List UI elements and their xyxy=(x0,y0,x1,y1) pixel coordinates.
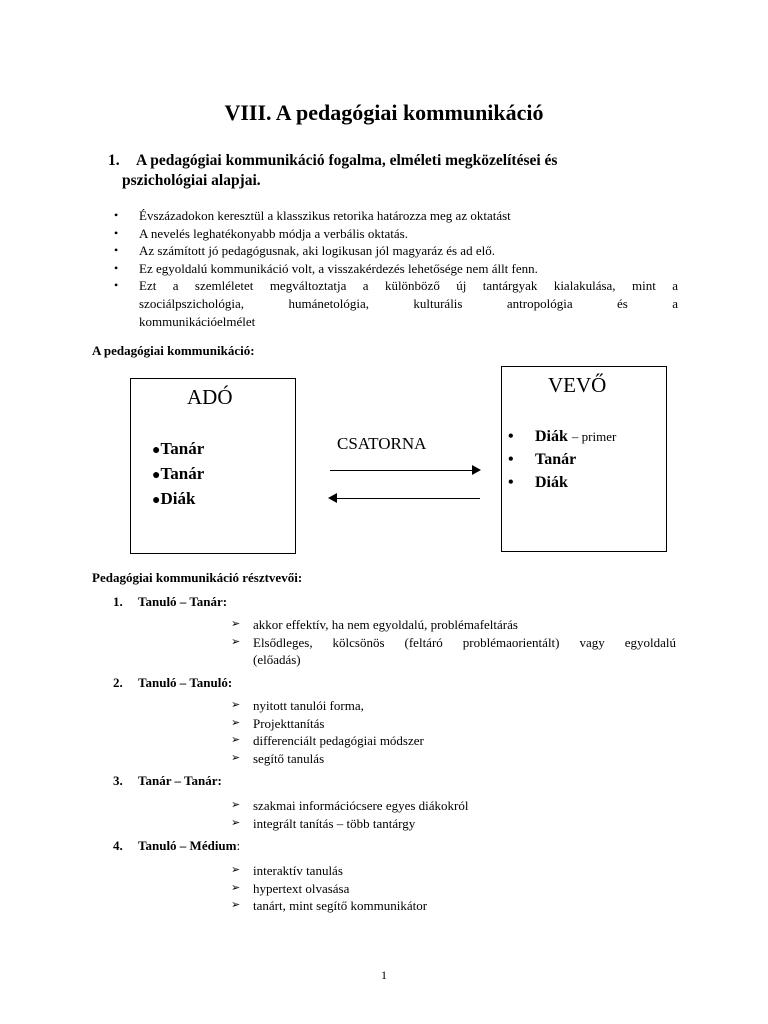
list-item: • Ez egyoldalú kommunikáció volt, a visszakérdezés lehetősége nem állt fenn. xyxy=(114,260,538,276)
list-item: • A nevelés leghatékonyabb módja a verbális oktatás. xyxy=(114,225,408,241)
arrowhead-bullet-icon: ➢ xyxy=(231,899,241,911)
list-item: ●Tanár xyxy=(152,439,205,458)
list-item: ➢ Projekttanítás xyxy=(231,715,325,731)
channel-label: CSATORNA xyxy=(337,434,427,453)
list-item: ➢ segítő tanulás xyxy=(231,750,325,766)
section-number: 1. xyxy=(108,152,120,169)
receiver-box xyxy=(501,366,667,552)
list-item xyxy=(112,277,678,330)
list-item-continuation: (előadás) xyxy=(253,652,301,667)
group-2-list xyxy=(231,697,676,767)
arrowhead-bullet-icon: ➢ xyxy=(231,635,241,648)
bullet-icon: • xyxy=(508,451,514,468)
group-3-list xyxy=(231,797,676,832)
group-4-list xyxy=(231,862,676,915)
list-item: • Évszázadokon keresztül a klasszikus retorika határozza meg az oktatást xyxy=(114,208,511,223)
bullet5-line1: Ezt a szemléletet megváltoztatja a különböző új tantárgyak kialakulása, mint a xyxy=(139,278,678,294)
sender-title: ADÓ xyxy=(187,385,233,409)
arrowhead-bullet-icon: ➢ xyxy=(231,618,241,630)
arrowhead-bullet-icon: ➢ xyxy=(231,816,241,829)
list-item: ●Tanár xyxy=(152,464,205,483)
diagram-label: A pedagógiai kommunikáció: xyxy=(92,343,255,358)
arrowhead-bullet-icon: ➢ xyxy=(231,716,241,729)
sender-box xyxy=(130,378,296,554)
section-heading xyxy=(108,151,676,189)
list-item: ➢ akkor effektív, ha nem egyoldalú, problémafeltárás xyxy=(231,617,518,632)
arrowhead-bullet-icon: ➢ xyxy=(231,881,241,894)
arrowhead-bullet-icon: ➢ xyxy=(231,799,241,811)
bullet-icon: • xyxy=(114,278,119,293)
page-number: 1 xyxy=(381,968,387,982)
list-item: ➢ tanárt, mint segítő kommunikátor xyxy=(231,898,428,913)
bullet-icon: • xyxy=(508,428,514,445)
bullet5-line2: szociálpszichológia, humánetológia, kulturális antropológia és a xyxy=(139,295,678,311)
list-item: • Az számított jó pedagógusnak, aki logikusan jól magyaráz és ad elő. xyxy=(114,243,495,259)
bullet-icon: • xyxy=(114,260,119,275)
list-item: ➢ nyitott tanulói forma, xyxy=(231,698,364,713)
bullet-icon: • xyxy=(114,225,119,240)
group-heading-4: 4. Tanuló – Médium: xyxy=(113,838,241,853)
section-heading-line1: A pedagógiai kommunikáció fogalma, elméleti megközelítései és xyxy=(136,152,558,169)
sender-item-list xyxy=(152,437,204,512)
list-item: • Diák xyxy=(508,471,616,494)
arrowhead-bullet-icon: ➢ xyxy=(231,751,241,764)
group-heading-3: 3. Tanár – Tanár: xyxy=(113,773,222,788)
list-item: ➢ interaktív tanulás xyxy=(231,863,343,878)
receiver-item-list xyxy=(508,425,616,494)
list-item: ➢ differenciált pedagógiai módszer xyxy=(231,733,424,748)
list-item: ●Diák xyxy=(152,489,196,508)
list-item: • Tanár xyxy=(508,448,616,471)
arrowhead-bullet-icon: ➢ xyxy=(231,699,241,711)
bullet-icon: • xyxy=(508,474,514,491)
page-title: VIII. A pedagógiai kommunikáció xyxy=(224,100,544,125)
list-item: ➢ szakmai információcsere egyes diákokról xyxy=(231,798,469,813)
arrow-left-line xyxy=(337,498,480,499)
bullet5-line3: kommunikációelmélet xyxy=(139,313,256,329)
list-item: • Diák – primer xyxy=(508,425,616,448)
arrow-left-icon xyxy=(328,493,337,503)
section-heading-line2: pszichológiai alapjai. xyxy=(122,172,261,189)
bullet-icon: ● xyxy=(152,468,161,483)
group-1-list xyxy=(231,616,676,669)
group-heading-1: 1. Tanuló – Tanár: xyxy=(113,594,228,609)
bullet-icon: • xyxy=(114,208,119,222)
list-item: ➢ Elsődleges, kölcsönös (feltáró problémaorientált) vagy egyoldalú xyxy=(231,634,676,650)
participants-label: Pedagógiai kommunikáció résztvevői: xyxy=(92,570,303,585)
intro-bullet-list xyxy=(112,207,678,330)
arrowhead-bullet-icon: ➢ xyxy=(231,864,241,876)
arrow-right-line xyxy=(330,470,472,471)
group-heading-2: 2. Tanuló – Tanuló: xyxy=(113,675,233,690)
receiver-title: VEVŐ xyxy=(548,373,607,397)
list-item: ➢ integrált tanítás – több tantárgy xyxy=(231,815,416,831)
bullet-icon: ● xyxy=(152,443,161,458)
bullet-icon: ● xyxy=(152,493,161,508)
arrowhead-bullet-icon: ➢ xyxy=(231,734,241,746)
arrow-right-icon xyxy=(472,465,481,475)
list-item: ➢ hypertext olvasása xyxy=(231,880,350,896)
bullet-icon: • xyxy=(114,243,119,258)
